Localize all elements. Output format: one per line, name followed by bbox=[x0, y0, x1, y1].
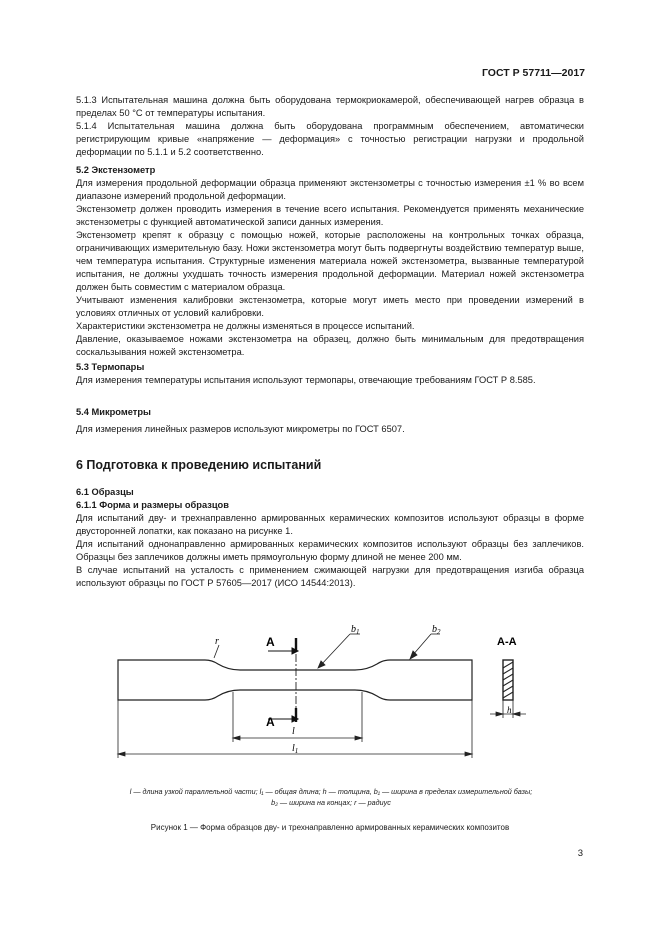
legend-line-2: b₂ — ширина на концах; r — радиус bbox=[271, 798, 391, 807]
paragraph-5-2-c: Экстензометр крепят к образцу с помощью ножей, которые расположены на контрольных точках образца, ограничивающих измерительную базу. Ножи экстензометра могут быть подвергнуты воздействию температур выше, чем температура испытания. Структурные изменения материала ножей экстензометра, вызванные температурой испытания, не должны ухудшать точность измерения продольной деформации. Материал ножей экстензометра должен быть совместим с материалом образца. bbox=[76, 230, 584, 292]
paragraph-5-2-d: Учитывают изменения калибровки экстензометра, которые могут иметь место при проведении измерений в условиях отличных от условий калибровки. bbox=[76, 295, 584, 318]
section-arrows bbox=[268, 648, 298, 722]
l1-label: $l_1$ bbox=[292, 743, 299, 755]
l-label: l bbox=[292, 726, 295, 737]
b2-label: $b_2$ bbox=[432, 624, 441, 636]
page-number: 3 bbox=[577, 848, 583, 859]
heading-6-1-1: 6.1.1 Форма и размеры образцов bbox=[76, 500, 229, 510]
paragraph-6-1-1-a: Для испытаний дву- и трехнаправленно армированных керамических композитов используют образцы в форме двусторонней лопатки, как показано на рисунке 1. bbox=[76, 513, 584, 536]
figure-caption: Рисунок 1 — Форма образцов дву- и трехнаправленно армированных керамических композитов bbox=[150, 823, 510, 832]
heading-5-4: 5.4 Микрометры bbox=[76, 407, 151, 417]
standard-header: ГОСТ Р 57711—2017 bbox=[481, 67, 585, 79]
b1-label: $b_1$ bbox=[351, 624, 360, 636]
paragraph-5-1-3: 5.1.3 Испытательная машина должна быть оборудована термокриокамерой, обеспечивающей нагрев образца в пределах 50 °С от температуры испытания. bbox=[76, 95, 584, 118]
paragraph-6-1-1-c: В случае испытаний на усталость с применением сжимающей нагрузки для предотвращения изгиба образца используют образцы по ГОСТ Р 57605—2017 (ИСО 14544:2013). bbox=[76, 565, 584, 588]
heading-5-3: 5.3 Термопары bbox=[76, 362, 145, 372]
legend-line-1: l — длина узкой параллельной части; l₁ — общая длина; h — толщина, b₁ — ширина в пределах измерительной базы; bbox=[129, 787, 533, 796]
heading-5-2: 5.2 Экстензометр bbox=[76, 165, 156, 175]
section-label-top: А bbox=[266, 635, 275, 649]
paragraph-6-1-1-b: Для испытаний однонаправленно армированных керамических композитов используют образцы без заплечиков. Образцы без заплечиков должны иметь прямоугольную форму длиной не менее 200 мм. bbox=[76, 539, 584, 562]
section-aa-label: А-А bbox=[497, 636, 517, 648]
paragraph-5-2-f: Давление, оказываемое ножами экстензометра на образец, должно быть минимальным для предотвращения соскальзывания ножей экстензометра. bbox=[76, 334, 584, 357]
h-label: h bbox=[507, 705, 512, 715]
paragraph-5-2-e: Характеристики экстензометра не должны изменяться в процессе испытаний. bbox=[76, 321, 415, 331]
leader-lines bbox=[214, 634, 440, 668]
paragraph-5-4: Для измерения линейных размеров используют микрометры по ГОСТ 6507. bbox=[76, 424, 405, 434]
specimen-outline bbox=[118, 660, 472, 700]
figure-legend bbox=[66, 786, 596, 808]
heading-6-1: 6.1 Образцы bbox=[76, 487, 134, 497]
paragraph-5-1-4: 5.1.4 Испытательная машина должна быть оборудована программным обеспечением, автоматически регистрирующим кривые «напряжение — деформация» с точностью регистрации нагрузки и продольной деформации по 5.1.1 и 5.2 соответственно. bbox=[76, 121, 584, 157]
cross-section bbox=[490, 660, 526, 718]
paragraph-5-3: Для измерения температуры испытания используют термопары, отвечающие требованиям ГОСТ Р 8.585. bbox=[76, 375, 536, 385]
heading-6: 6 Подготовка к проведению испытаний bbox=[76, 458, 322, 472]
paragraph-5-2-a: Для измерения продольной деформации образца применяют экстензометры с точностью измерения ±1 % во всем диапазоне измерений продольной деформации. bbox=[76, 178, 584, 201]
paragraph-5-2-b: Экстензометр должен проводить измерения в течение всего испытания. Рекомендуется применять механические экстензометры с функцией автоматической записи данных измерения. bbox=[76, 204, 584, 227]
section-label-bottom: А bbox=[266, 715, 275, 729]
r-label: r bbox=[215, 636, 219, 647]
